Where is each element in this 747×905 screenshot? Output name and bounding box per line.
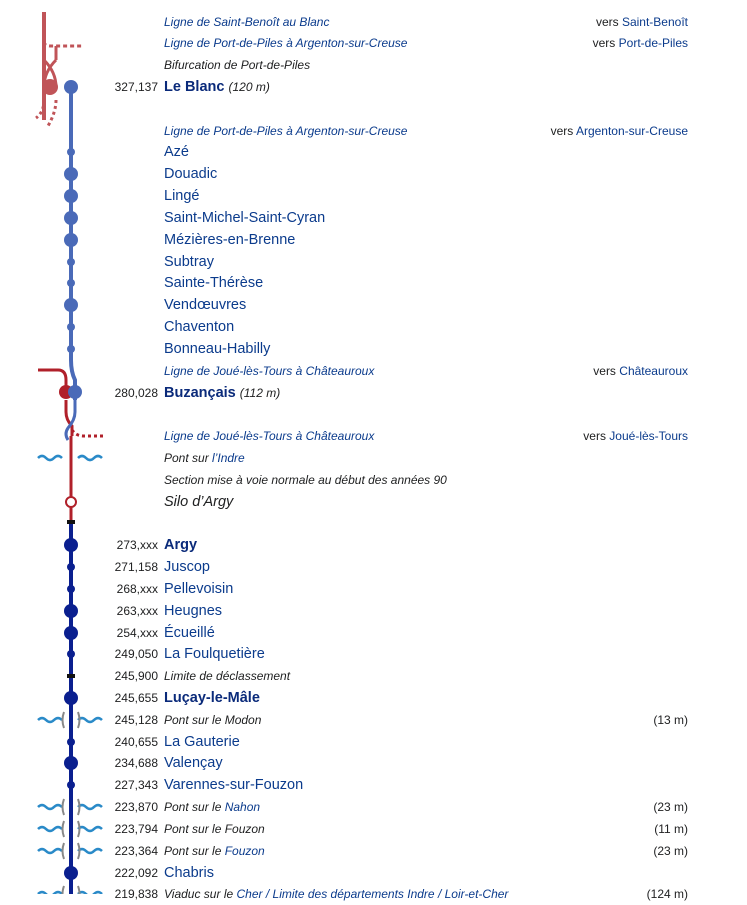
station-label[interactable]: Sainte-Thérèse [164,275,264,291]
station-label[interactable]: Saint-Michel-Saint-Cyran [164,210,326,226]
bridge-length: (13 m) [653,713,688,727]
route-row [0,207,747,229]
kilometer-point: 263,xxx [116,604,158,618]
station-label[interactable]: Vendœuvres [164,297,247,313]
direction-label [551,120,688,142]
route-row [0,687,747,709]
route-row [0,338,747,360]
direction-link[interactable]: Port-de-Piles [618,36,688,50]
major-station-label[interactable] [164,534,197,556]
route-row [0,120,747,142]
route-row [0,360,747,382]
route-row [0,622,747,644]
route-row [0,163,747,185]
kilometer-point: 245,128 [114,713,158,727]
line-link[interactable]: Ligne de Saint-Benoît au Blanc [164,15,330,29]
river-link[interactable]: l’Indre [212,451,245,465]
kilometer-point: 327,137 [114,80,158,94]
station-label[interactable]: Lingé [164,188,200,204]
direction-prefix: vers [595,15,622,29]
route-row [0,229,747,251]
route-row [0,796,747,818]
route-row [0,469,747,491]
kilometer-point: 219,838 [114,887,158,901]
bridge-label [164,883,508,905]
route-row [0,425,747,447]
route-row [0,556,747,578]
station-label[interactable]: Valençay [164,755,223,771]
station-label[interactable]: Écueillé [164,625,215,641]
direction-label [596,11,688,33]
station-label[interactable]: Azé [164,144,189,160]
direction-link[interactable]: Châteauroux [619,364,688,378]
bridge-prefix: Pont sur le [164,844,225,858]
direction-prefix: vers [593,364,620,378]
route-row [0,818,747,840]
note-label: Section mise à voie normale au début des années 90 [164,473,447,487]
kilometer-point: 234,688 [114,756,158,770]
bridge-label [164,796,260,818]
route-row [0,447,747,469]
station-name[interactable]: Luçay-le-Mâle [164,690,260,706]
station-label[interactable]: Varennes-sur-Fouzon [164,777,304,793]
river-link[interactable]: Fouzon [224,844,265,858]
connecting-line-label[interactable] [164,120,407,142]
direction-link[interactable]: Joué-lès-Tours [609,429,688,443]
route-row [0,578,747,600]
station-name[interactable]: Buzançais [164,385,236,401]
route-row [0,752,747,774]
altitude-note: (120 m) [228,80,270,94]
facility-label: Silo d’Argy [164,494,234,510]
route-row [0,316,747,338]
bridge-length: (11 m) [654,822,688,836]
bridge-label [164,818,265,840]
connecting-line-label[interactable] [164,32,407,54]
bridge-prefix: Pont sur [164,451,213,465]
bridge-length: (23 m) [653,844,688,858]
river-link[interactable]: Nahon [224,800,261,814]
route-row [0,731,747,753]
route-row [0,11,747,33]
bridge-prefix: Viaduc sur le [164,887,237,901]
kilometer-point: 222,092 [114,866,158,880]
bridge-prefix: Pont sur le Modon [164,713,262,727]
bridge-length: (124 m) [646,887,688,901]
station-label[interactable]: Bonneau-Habilly [164,341,271,357]
station-label[interactable]: Subtray [164,254,214,270]
route-row [0,251,747,273]
kilometer-point: 268,xxx [116,582,158,596]
river-link[interactable]: Cher [236,887,263,901]
station-label[interactable]: Chaventon [164,319,235,335]
note-label: Limite de déclassement [164,669,291,683]
route-row [0,294,747,316]
route-row [0,534,747,556]
kilometer-point: 227,343 [114,778,158,792]
route-row [0,185,747,207]
station-label[interactable]: Chabris [164,865,214,881]
bridge-prefix: Pont sur le Fouzon [164,822,265,836]
route-row [0,382,747,404]
route-row [0,491,747,513]
route-row [0,774,747,796]
direction-prefix: vers [583,429,610,443]
route-row [0,54,747,76]
station-label[interactable]: Pellevoisin [164,581,234,597]
direction-label [583,425,688,447]
route-row [0,883,747,905]
station-label[interactable]: La Foulquetière [164,646,265,662]
kilometer-point: 254,xxx [116,626,158,640]
kilometer-point: 223,794 [114,822,158,836]
connecting-line-label[interactable] [164,360,374,382]
station-label[interactable]: Douadic [164,166,218,182]
kilometer-point: 271,158 [114,560,158,574]
kilometer-point: 249,050 [114,647,158,661]
altitude-note: (112 m) [239,386,281,400]
route-row [0,643,747,665]
direction-link[interactable]: Saint-Benoît [621,15,688,29]
bridge-suffix[interactable]: / Limite des départements Indre / Loir-et-Cher [262,887,509,901]
route-row [0,709,747,731]
direction-label [593,32,688,54]
major-station-label[interactable] [164,76,270,98]
bridge-prefix: Pont sur le [164,800,225,814]
connecting-line-label[interactable] [164,425,374,447]
station-label[interactable]: Heugnes [164,603,223,619]
route-row [0,665,747,687]
station-label[interactable]: Juscop [164,559,210,575]
direction-link[interactable]: Argenton-sur-Creuse [575,124,688,138]
route-row [0,141,747,163]
kilometer-point: 223,364 [114,844,158,858]
line-link[interactable]: Ligne de Port-de-Piles à Argenton-sur-Creuse [164,124,408,138]
major-station-label[interactable] [164,382,280,404]
route-row [0,600,747,622]
kilometer-point: 223,870 [114,800,158,814]
station-name[interactable]: Argy [164,537,198,553]
route-row [0,32,747,54]
route-row [0,862,747,884]
kilometer-point: 245,655 [114,691,158,705]
direction-prefix: vers [550,124,576,138]
route-row [0,840,747,862]
note-label: Bifurcation de Port-de-Piles [164,58,311,72]
line-link[interactable]: Ligne de Port-de-Piles à Argenton-sur-Creuse [164,36,408,50]
route-row [0,76,747,98]
bridge-length: (23 m) [653,800,688,814]
station-label[interactable]: Mézières-en-Brenne [164,232,296,248]
direction-label [593,360,688,382]
bridge-label [164,840,265,862]
line-link[interactable]: Ligne de Joué-lès-Tours à Châteauroux [164,364,375,378]
kilometer-point: 245,900 [114,669,158,683]
kilometer-point: 280,028 [114,386,158,400]
bridge-label [164,447,245,469]
bridge-label [164,709,261,731]
major-station-label[interactable] [164,687,260,709]
line-link[interactable]: Ligne de Joué-lès-Tours à Châteauroux [164,429,375,443]
kilometer-point: 240,655 [114,735,158,749]
station-label[interactable]: La Gauterie [164,734,240,750]
connecting-line-label[interactable] [164,11,329,33]
station-name[interactable]: Le Blanc [164,79,225,95]
direction-prefix: vers [592,36,619,50]
kilometer-point: 273,xxx [116,538,158,552]
route-row [0,272,747,294]
